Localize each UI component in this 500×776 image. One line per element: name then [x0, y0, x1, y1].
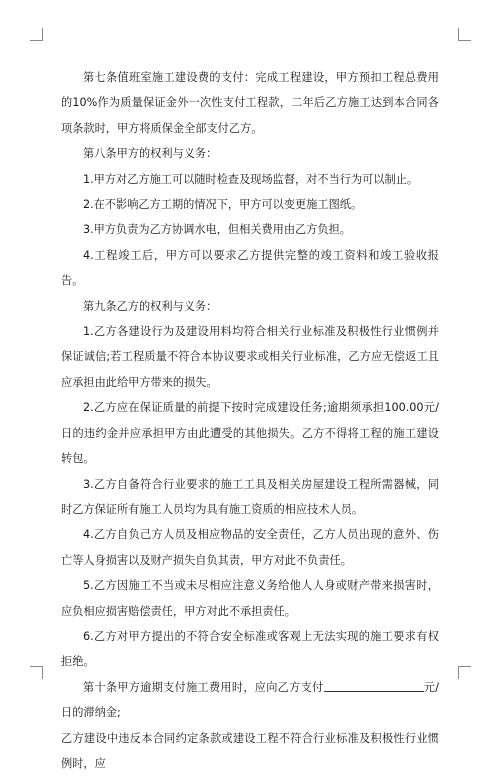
crop-mark-bottom-left	[30, 666, 43, 679]
clause-7-payment: 第七条值班室施工建设费的支付：完成工程建设，甲方预扣工程总费用的10%作为质量保证金外一次性支付工程款，二年后乙方施工达到本合同各项条款时，甲方将质保金全部支付乙方。	[61, 71, 439, 135]
clause-8-heading: 第八条甲方的权利与义务：	[83, 147, 218, 161]
clause-8-item-3: 3.甲方负责为乙方协调水电，但相关费用由乙方负担。	[83, 223, 351, 237]
late-fee-blank-field[interactable]	[324, 680, 424, 692]
clause-9-item-4: 4.乙方自负己方人员及相应物品的安全责任，乙方人员出现的意外、伤亡等人身损害以及财产损失自负其责，甲方对此不负责任。	[61, 528, 439, 567]
clause-10-text-after: 元/日的滞纳金;	[61, 680, 439, 720]
crop-mark-bottom-right	[458, 666, 471, 679]
clause-9-item-2: 2.乙方应在保证质量的前提下按时完成建设任务;逾期须承担100.00元/日的违约金并应承担甲方由此遭受的其他损失。乙方不得将工程的施工建设转包。	[61, 401, 439, 466]
clause-10-late-fee	[61, 675, 439, 726]
clause-8-item-4: 4.工程竣工后，甲方可以要求乙方提供完整的竣工资料和竣工验收报告。	[61, 248, 439, 288]
clause-9-item-5: 5.乙方因施工不当或未尽相应注意义务给他人人身或财产带来损害时，应负相应损害赔偿责任，甲方对此不承担责任。	[61, 579, 439, 618]
crop-mark-top-left	[30, 28, 43, 41]
clause-9-item-1: 1.乙方各建设行为及建设用料均符合相关行业标准及积极性行业惯例并保证诚信;若工程质量不符合本协议要求或相关行业标准，乙方应无偿返工且应承担由此给甲方带来的损失。	[61, 325, 439, 389]
clause-9-item-3: 3.乙方自备符合行业要求的施工工具及相关房屋建设工程所需器械，同时乙方保证所有施工人员均为具有施工资质的相应技术人员。	[61, 477, 439, 516]
clause-9-item-6: 6.乙方对甲方提出的不符合安全标准或客观上无法实现的施工要求有权拒绝。	[61, 629, 439, 669]
document-body	[61, 65, 439, 776]
clause-10-continuation: 乙方建设中违反本合同约定条款或建设工程不符合行业标准及积极性行业惯例时，应	[61, 731, 439, 770]
clause-10-text-before: 第十条甲方逾期支付施工费用时，应向乙方支付	[83, 680, 324, 694]
clause-8-item-2: 2.在不影响乙方工期的情况下，甲方可以变更施工图纸。	[83, 198, 363, 212]
clause-9-heading: 第九条乙方的权利与义务：	[83, 299, 218, 313]
clause-8-item-1: 1.甲方对乙方施工可以随时检查及现场监督，对不当行为可以制止。	[83, 172, 419, 186]
crop-mark-top-right	[458, 28, 471, 41]
